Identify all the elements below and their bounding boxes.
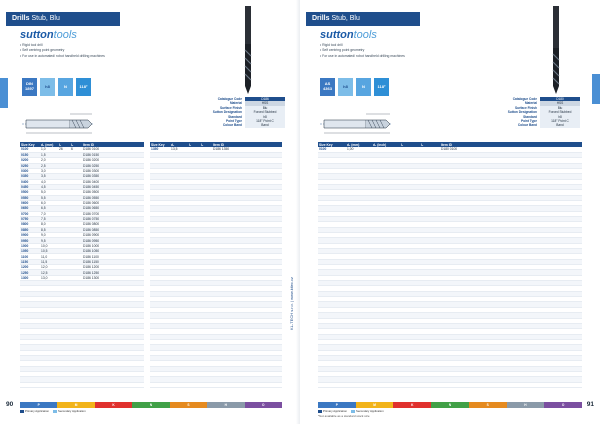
primary-swatch [318,410,322,413]
table-cell: D186 1100 [82,254,144,259]
table-cell [40,382,58,387]
material-legend [318,402,582,412]
drill-illustration [234,4,262,96]
table-header-cell: Size Key [150,142,170,147]
spec-row: Surface Finish Blu [490,106,586,110]
table-cell: 0850 [20,227,40,232]
spec-row: Catalogue Code D180 [490,97,586,101]
vertical-imprint: KL-TECH s.r.o. | www.kltec.cz [289,276,294,330]
spec-icons [22,78,91,98]
drill-schematic [316,100,396,140]
table-cell: 13,0 [40,275,58,280]
table-cell [70,382,82,387]
table-cell: 10,0 [40,243,58,248]
table-cell: 4,5 [40,184,58,189]
legend-key: Primary Application [318,409,347,413]
table-cell [20,382,40,387]
table-cell: 0100 [20,147,40,152]
feature-item: • Self centring point geometry [20,48,65,53]
material-group-s: S [469,402,507,408]
footnote: *Not available as a standard stock size [318,414,370,418]
secondary-swatch [351,410,355,413]
spec-icons [320,78,389,98]
table-cell: D186 1250 [82,270,144,275]
table-row [318,382,582,387]
spec-row: Colour Band Band [490,123,586,127]
spec-row: Standard h8 [195,115,291,119]
table-cell: 1050 [20,249,40,254]
spec-row: Point Type 118° Point C [490,119,586,123]
table-cell: D186 1150 [82,259,144,264]
table-cell: 1,5 [40,152,58,157]
table-cell [346,382,372,387]
table-cell: D186 0250 [82,163,144,168]
table-cell: D186 0350 [82,174,144,179]
table-cell [400,382,420,387]
legend-keys [20,409,282,413]
table-cell: D186 0550 [82,195,144,200]
table-cell: 0750 [20,216,40,221]
table-header-cell: d₁ (inch) [372,142,400,147]
section-header: Drills Stub, Blu [306,12,420,26]
feature-item: • Rigid tool drill [20,43,43,47]
material-group-p: P [20,402,57,408]
spec-row: Material HSS [195,101,291,105]
table-cell: 8,5 [40,227,58,232]
page-number: 90 [6,401,14,408]
material-group-n: N [132,402,169,408]
material-group-o: O [544,402,582,408]
legend-key: Primary Application [20,409,49,413]
table-cell: D186 1200 [82,265,144,270]
table-cell: 0550 [20,195,40,200]
table-cell: 13,5 [170,147,188,152]
table-cell: 3,5 [40,174,58,179]
legend-key: Secondary Application [53,409,86,413]
spec-box [195,97,291,128]
table-header-cell: Item ID [212,142,282,147]
table-cell: 0900 [20,233,40,238]
table-cell: 0250 [20,163,40,168]
shank-icon: h8 [40,78,55,96]
standard-icon: AS 4363 [320,78,335,96]
feature-list [320,43,405,59]
legend-keys [318,409,582,413]
drill-type-icon: N [58,78,73,96]
material-group-k: K [95,402,132,408]
spec-row: Catalogue Code D186 [195,97,291,101]
material-group-p: P [318,402,356,408]
table-row [20,382,144,387]
table-cell: D186 0450 [82,184,144,189]
feature-item: • For use in automated/ robot handheld drilling machines [20,53,105,58]
table-cell: D186 0700 [82,211,144,216]
table-cell: 11,0 [40,254,58,259]
table-cell [200,382,212,387]
table-cell: 2,0 [40,158,58,163]
table-header-cell: l₂ [200,142,212,147]
table-cell: 0450 [20,184,40,189]
table-cell: 8,0 [40,222,58,227]
table-cell: 6 [70,147,82,152]
table-header-cell: Size Key [318,142,346,147]
catalog-page-right [300,0,600,424]
standard-icon: DIN 1897 [22,78,37,96]
table-header-cell: d₁ [170,142,188,147]
material-legend [20,402,282,412]
table-cell: 1200 [20,265,40,270]
table-cell: D186 0800 [82,222,144,227]
table-cell: 1250 [20,270,40,275]
point-angle-icon: 118° [76,78,91,96]
brand-logo: suttontools [320,29,377,41]
table-header-cell: l₁ [188,142,200,147]
primary-swatch [20,410,24,413]
table-cell: D186 0500 [82,190,144,195]
table-cell: 0700 [20,211,40,216]
material-group-h: H [507,402,545,408]
table-cell: 1000 [20,243,40,248]
spec-row: Surface Finish Blu [195,106,291,110]
table-cell: D186 0400 [82,179,144,184]
table-cell: 12,0 [40,265,58,270]
table-header-cell: d₁ (mm) [40,142,58,147]
table-cell: 9,0 [40,233,58,238]
table-cell: 0100 [318,147,346,152]
table-cell [212,382,282,387]
feature-item: • For use in automated/ robot handheld drilling machines [320,53,405,58]
table-cell: 0200 [20,158,40,163]
table-cell [318,382,346,387]
drill-schematic [18,100,98,140]
table-cell: 12,5 [40,270,58,275]
table-header-cell: l₂ [420,142,440,147]
drill-illustration [542,4,570,96]
table-header-cell: Item ID [440,142,582,147]
table-cell: 11,5 [40,259,58,264]
table-cell: 10,5 [40,249,58,254]
drill-type-icon: N [356,78,371,96]
feature-item: • Self centring point geometry [320,48,365,53]
section-tab [592,74,600,104]
table-cell: 26 [58,147,70,152]
table-cell: D186 1050 [82,249,144,254]
table-cell: D186 1350 [212,147,282,152]
size-table [318,142,582,388]
table-cell: 1,0 [40,147,58,152]
table-cell: 7,0 [40,211,58,216]
table-cell: 9,5 [40,238,58,243]
brand-logo: suttontools [20,29,77,41]
table-cell: 6,0 [40,200,58,205]
page-number: 91 [586,401,594,408]
table-cell: 0300 [20,168,40,173]
table-cell: 1350 [150,147,170,152]
secondary-swatch [53,410,57,413]
table-cell: 0150 [20,152,40,157]
material-group-o: O [245,402,282,408]
feature-item: • Rigid tool drill [320,43,343,47]
shank-icon: h8 [338,78,353,96]
table-cell: 0500 [20,190,40,195]
table-header-cell: Size Key [20,142,40,147]
table-header-cell: l₁ [58,142,70,147]
table-cell: 3,0 [40,168,58,173]
table-cell: 0600 [20,200,40,205]
spec-row: Sutton Designation Forced Stubbed [490,110,586,114]
size-table-continued [150,142,282,388]
table-header-cell: Item ID [82,142,144,147]
table-cell [82,382,144,387]
table-cell: 4,0 [40,179,58,184]
table-cell: 0400 [20,179,40,184]
feature-list [20,43,105,59]
table-cell: D186 0750 [82,216,144,221]
material-strip [318,402,582,408]
table-cell: D186 0150 [82,152,144,157]
material-group-m: M [356,402,394,408]
table-cell [440,382,582,387]
table-cell: D186 0200 [82,158,144,163]
table-cell: 2,5 [40,163,58,168]
section-header: Drills Stub, Blu [6,12,120,26]
table-cell [188,382,200,387]
table-cell [150,382,170,387]
table-header-cell: l₂ [70,142,82,147]
legend-key: Secondary Application [351,409,384,413]
spec-row: Colour Band Band [195,123,291,127]
section-tab [0,78,8,108]
spec-row: Sutton Designation Forced Stubbed [195,110,291,114]
material-group-s: S [170,402,207,408]
table-cell: D186 1300 [82,275,144,280]
material-group-h: H [207,402,244,408]
table-cell: D186 0600 [82,200,144,205]
table-cell: D186 0850 [82,227,144,232]
table-row [150,382,282,387]
table-cell: 0650 [20,206,40,211]
point-angle-icon: 118° [374,78,389,96]
table-cell: 1100 [20,254,40,259]
table-cell: D186 0300 [82,168,144,173]
table-header-cell: d₁ (mm) [346,142,372,147]
material-group-m: M [57,402,94,408]
spec-row: Point Type 118° Point C [195,119,291,123]
table-cell: 1150 [20,259,40,264]
size-table [20,142,144,388]
table-cell: D186 0950 [82,238,144,243]
material-group-k: K [393,402,431,408]
table-cell: D186 0900 [82,233,144,238]
material-group-n: N [431,402,469,408]
spec-row: Standard h8 [490,115,586,119]
table-cell: 5,0 [40,190,58,195]
table-cell: 0800 [20,222,40,227]
table-cell [420,382,440,387]
table-cell [372,382,400,387]
table-cell [170,382,188,387]
table-cell: 6,5 [40,206,58,211]
table-cell: 5,5 [40,195,58,200]
table-cell: 7,5 [40,216,58,221]
table-cell: 0350 [20,174,40,179]
table-cell: D180 0100 [440,147,582,152]
table-cell: D186 0650 [82,206,144,211]
table-cell [58,382,70,387]
table-cell: D186 0100 [82,147,144,152]
table-header-cell: l₁ [400,142,420,147]
table-cell: 1300 [20,275,40,280]
table-cell: 0950 [20,238,40,243]
spec-box [490,97,586,128]
table-cell: 1,00 [346,147,372,152]
table-cell: D186 1000 [82,243,144,248]
spec-row: Material HSS [490,101,586,105]
material-strip [20,402,282,408]
